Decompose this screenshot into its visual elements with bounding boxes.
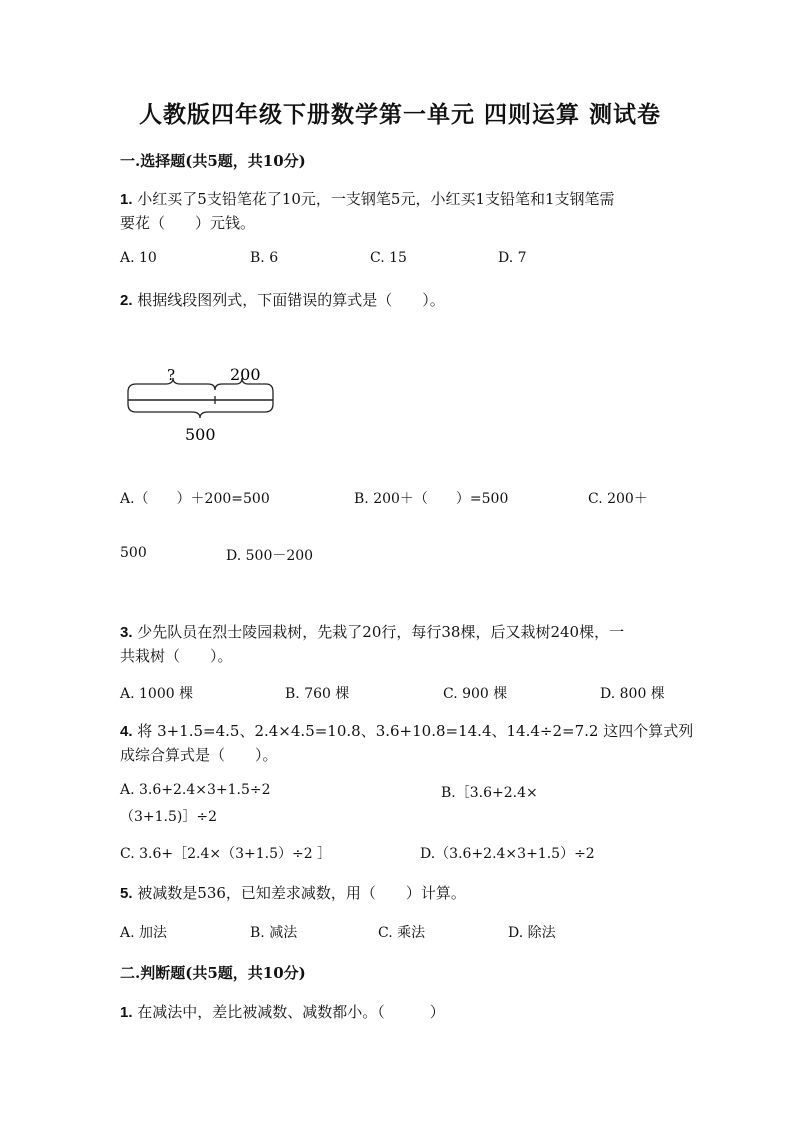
question-number: 4.: [120, 723, 133, 740]
q3-option-a[interactable]: A. 1000 棵: [120, 686, 194, 702]
section-heading-choice: 一.选择题(共5题，共10分): [120, 152, 306, 170]
q5-option-a[interactable]: A. 加法: [120, 925, 168, 941]
question-3-line-1: [120, 621, 624, 642]
question-text: 将 3+1.5=4.5、2.4×4.5=10.8、3.6+10.8=14.4、14.4÷2=7.2 这四个算式列: [137, 722, 694, 740]
question-3-line-2: 共栽树（ ）。: [120, 647, 233, 665]
question-number: 1.: [120, 191, 133, 208]
q2-option-b[interactable]: B. 200＋（ ）=500: [354, 491, 509, 507]
section-heading-judgment: 二.判断题(共5题，共10分): [120, 964, 306, 982]
q1-option-a[interactable]: A. 10: [120, 250, 157, 266]
question-4-line-2: 成综合算式是（ ）。: [120, 746, 278, 764]
total-label: 500: [185, 425, 216, 444]
line-segment-diagram: [120, 360, 290, 450]
lower-brace: [128, 404, 273, 418]
q2-option-a[interactable]: A.（ ）＋200=500: [120, 491, 270, 507]
question-1-line-2: 要花（ ）元钱。: [120, 214, 256, 232]
question-2: [120, 289, 445, 310]
page-title: 人教版四年级下册数学第一单元 四则运算 测试卷: [138, 101, 661, 128]
q1-option-d[interactable]: D. 7: [498, 250, 527, 266]
question-1-line-1: [120, 188, 615, 209]
q4-option-d[interactable]: D.（3.6+2.4×3+1.5）÷2: [420, 846, 595, 862]
question-4-line-1: [120, 720, 693, 741]
question-number: 1.: [120, 1004, 133, 1021]
q1-option-c[interactable]: C. 15: [370, 250, 407, 266]
question-5: [120, 882, 466, 903]
question-text: 小红买了5支铅笔花了10元，一支钢笔5元，小红买1支铅笔和1支钢笔需: [137, 190, 615, 208]
judgment-1: [120, 1001, 445, 1022]
q2-option-c[interactable]: C. 200＋: [588, 491, 648, 507]
q4-option-b[interactable]: B.［3.6+2.4×: [441, 785, 538, 801]
q5-option-c[interactable]: C. 乘法: [378, 925, 426, 941]
question-text: 被减数是536，已知差求减数，用（ ）计算。: [137, 884, 466, 902]
q3-option-d[interactable]: D. 800 棵: [600, 686, 665, 702]
q4-option-b-continued: （3+1.5)］÷2: [120, 809, 218, 825]
question-text: 在减法中，差比被减数、减数都小。（ ）: [137, 1003, 445, 1021]
q5-option-b[interactable]: B. 减法: [250, 925, 298, 941]
q3-option-c[interactable]: C. 900 棵: [443, 686, 508, 702]
q3-option-b[interactable]: B. 760 棵: [285, 686, 350, 702]
q2-option-c-continued: 500: [120, 545, 147, 561]
q2-option-d[interactable]: D. 500－200: [226, 548, 314, 564]
question-number: 2.: [120, 292, 133, 309]
question-number: 3.: [120, 624, 133, 641]
q5-option-d[interactable]: D. 除法: [508, 925, 556, 941]
question-number: 5.: [120, 885, 133, 902]
part-label: 200: [230, 365, 261, 384]
q4-option-a[interactable]: A. 3.6+2.4×3+1.5÷2: [120, 782, 271, 798]
q1-option-b[interactable]: B. 6: [250, 250, 279, 266]
question-text: 少先队员在烈士陵园栽树，先栽了20行，每行38棵，后又栽树240棵，一: [137, 623, 625, 641]
q4-option-c[interactable]: C. 3.6+［2.4×（3+1.5）÷2 ］: [120, 846, 332, 862]
question-text: 根据线段图列式，下面错误的算式是（ ）。: [137, 291, 445, 309]
unknown-label: ?: [167, 366, 176, 384]
